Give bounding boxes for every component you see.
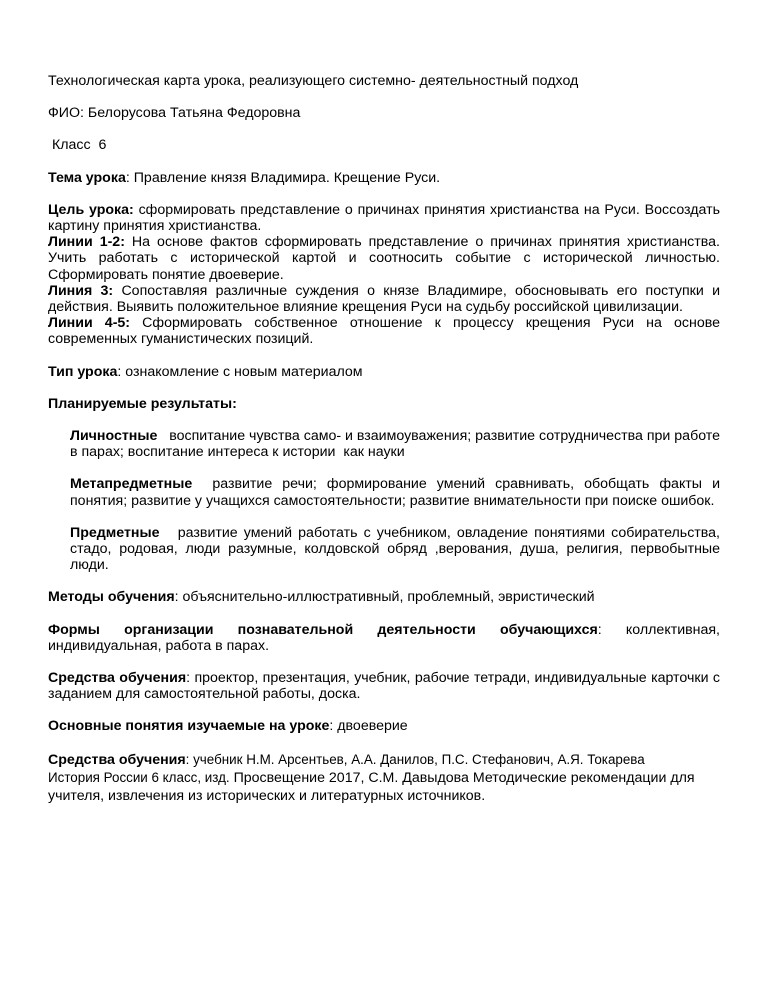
key-concepts-label: Основные понятия изучаемые на уроке	[48, 718, 330, 735]
teaching-aids-label: Средства обучения	[48, 670, 187, 687]
lesson-type-text: : ознакомление с новым материалом	[117, 363, 363, 380]
teaching-aids-sources-label: Средства обучения	[48, 751, 186, 768]
teaching-methods	[48, 589, 720, 605]
subject-results-label: Предметные	[70, 524, 160, 541]
activity-forms	[48, 622, 720, 654]
lines-1-2	[48, 234, 720, 283]
teaching-aids-sources-text-c: Просвещение 2017, С.М. Давыдова Методические рекомендации для учителя, извлечения из исторических и литературных источников.	[48, 769, 695, 804]
lesson-topic	[48, 170, 720, 186]
lesson-topic-label: Тема урока	[48, 169, 126, 186]
personal-results-text: воспитание чувства само- и взаимоуважения; развитие сотрудничества при работе в парах; воспитание интереса к истории как науки	[70, 428, 724, 461]
subject-results-text: развитие умений работать с учебником, овладение понятиями собирательства, стадо, родовая, люди разумные, колдовской обряд ,верования, душа, религия, первобытные люди.	[70, 524, 724, 574]
lesson-goal	[48, 202, 720, 234]
teaching-methods-label: Методы обучения	[48, 589, 175, 606]
subject-results	[70, 524, 724, 574]
doc-title: Технологическая карта урока, реализующего системно- деятельностный подход	[48, 73, 579, 89]
line-3-label: Линия 3:	[48, 282, 114, 299]
teaching-methods-text: : объяснительно-иллюстративный, проблемный, эвристический	[174, 589, 595, 606]
teacher-name: ФИО: Белорусова Татьяна Федоровна	[48, 105, 301, 122]
metasubject-results-label: Метапредметные	[70, 476, 193, 493]
line-3-text: Сопоставляя различные суждения о князе Владимире, обосновывать его поступки и действия. Выявить положительное влияние крещения Руси на судьбу российской цивилизации.	[48, 282, 720, 316]
key-concepts	[48, 718, 720, 734]
key-concepts-text: : двоеверие	[329, 718, 408, 735]
metasubject-results	[70, 476, 724, 509]
teaching-aids-sources	[48, 751, 720, 805]
planned-results-list	[70, 428, 724, 574]
planned-results-heading: Планируемые результаты:	[48, 395, 237, 412]
lesson-topic-text: : Правление князя Владимира. Крещение Руси.	[125, 169, 441, 186]
lines-4-5-text: Сформировать собственное отношение к процессу крещения Руси на основе современных гуманистических позиций.	[48, 315, 720, 348]
lines-1-2-text: На основе фактов сформировать представление о причинах принятия христианства. Учить работать с исторической картой и соотносить событие с исторической личностью. Сформировать понятие двоеверие.	[48, 234, 720, 283]
teaching-aids-sources-text-a: : учебник Н.М. Арсентьев, А.А. Данилов, П.С. Стефанович, А.Я. Токарева	[185, 751, 645, 767]
teaching-aids-text: : проектор, презентация, учебник, рабочие тетради, индивидуальные карточки с заданием для самостоятельной работы, доска.	[48, 670, 720, 703]
line-3	[48, 283, 720, 315]
activity-forms-label: Формы организации познавательной деятельности обучающихся	[48, 621, 598, 638]
grade: Класс 6	[48, 137, 107, 154]
teaching-aids	[48, 670, 720, 702]
lines-1-2-label: Линии 1-2:	[48, 234, 125, 251]
lines-4-5-label: Линии 4-5:	[48, 315, 131, 332]
teaching-aids-sources-text-b: История России 6 класс, изд.	[48, 769, 230, 785]
metasubject-results-text: развитие речи; формирование умений сравнивать, обобщать факты и понятия; развитие у учащихся самостоятельности; развитие внимательности при поиске ошибок.	[70, 476, 724, 509]
lines-4-5	[48, 315, 720, 347]
lesson-type	[48, 364, 720, 380]
personal-results-label: Личностные	[70, 428, 158, 445]
document-page	[48, 73, 724, 805]
activity-forms-text: : коллективная, индивидуальная, работа в парах.	[48, 621, 721, 654]
lesson-type-label: Тип урока	[48, 363, 118, 380]
personal-results	[70, 428, 724, 461]
lesson-goal-text: сформировать представление о причинах принятия христианства на Руси. Воссоздать картину принятия христианства.	[48, 201, 720, 235]
lesson-goal-label: Цель урока:	[48, 201, 134, 218]
